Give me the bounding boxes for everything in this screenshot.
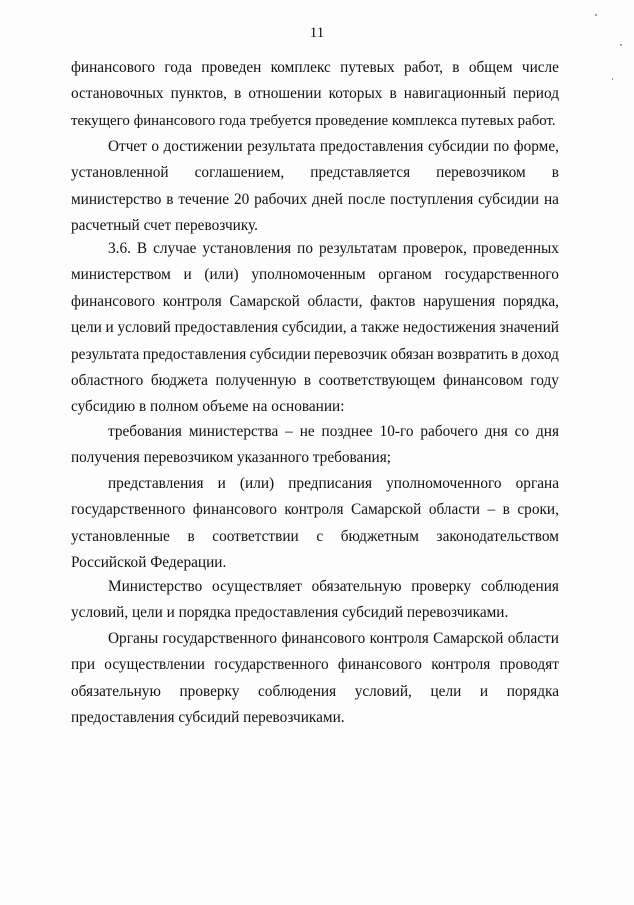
word: области xyxy=(507,630,559,647)
text-line xyxy=(71,55,559,81)
text-line xyxy=(71,471,559,497)
text-line-content xyxy=(71,262,559,288)
word: 20 xyxy=(233,190,250,208)
word: финансового xyxy=(71,59,156,76)
word: – xyxy=(285,423,293,440)
word: представления xyxy=(108,475,204,492)
word: министерство xyxy=(71,190,162,208)
text-line xyxy=(71,160,559,186)
word: в xyxy=(389,85,397,103)
text-line-content xyxy=(71,187,559,213)
paragraph xyxy=(71,236,559,421)
page-number: 11 xyxy=(309,25,325,41)
word: в xyxy=(187,527,195,545)
word: Отчет xyxy=(108,138,147,155)
word: общем xyxy=(468,59,513,76)
text-line-content: получения перевозчиком указанного требования; xyxy=(71,449,392,467)
word: законодательством xyxy=(436,527,559,545)
word: государственного xyxy=(444,266,559,284)
word: проведенных xyxy=(472,240,559,257)
text-line-content xyxy=(108,134,559,160)
word: порядка, xyxy=(502,292,559,310)
word: финансового xyxy=(71,292,156,310)
word: позднее xyxy=(321,423,373,440)
word: и xyxy=(105,319,114,337)
word: доход xyxy=(521,345,559,363)
word: финансовом xyxy=(443,372,523,390)
text-line xyxy=(71,262,559,288)
word: нарушения xyxy=(423,292,496,310)
word: бюджетным xyxy=(340,527,419,545)
word: отношении xyxy=(248,85,322,103)
text-line-content xyxy=(71,497,559,523)
word: контроля xyxy=(284,501,344,519)
word: соглашением, xyxy=(194,164,285,182)
word: финансового xyxy=(281,630,366,647)
word: – xyxy=(487,501,496,519)
text-line-content: субсидию в полном объеме на основании: xyxy=(71,398,345,416)
text-line-content: Российской Федерации. xyxy=(71,554,227,572)
paragraph xyxy=(71,574,559,627)
word: комплекс xyxy=(270,59,331,76)
word: течение xyxy=(178,190,230,208)
word: условий xyxy=(117,319,171,337)
word: дня xyxy=(535,423,559,440)
word: путевых xyxy=(340,59,395,76)
word: случае xyxy=(153,240,197,257)
word: а xyxy=(350,319,358,337)
word: субсидии xyxy=(249,345,311,363)
word: результата xyxy=(71,345,140,363)
text-line-content xyxy=(108,626,559,652)
scan-speck xyxy=(620,44,622,46)
text-line xyxy=(71,419,559,445)
word: осуществляет xyxy=(212,578,302,595)
text-line xyxy=(71,289,559,315)
text-line-content xyxy=(71,652,559,678)
text-line-content xyxy=(71,524,559,550)
word: государственного xyxy=(162,630,277,647)
word: осуществлении xyxy=(104,656,205,674)
text-line xyxy=(71,550,559,576)
word: соответствии xyxy=(212,527,299,545)
text-line xyxy=(71,524,559,550)
scan-speck xyxy=(612,78,613,80)
word: дня xyxy=(484,423,508,440)
word: в xyxy=(166,190,174,208)
word: в xyxy=(303,372,312,390)
word: уполномоченным xyxy=(251,266,366,284)
word: рабочего xyxy=(420,423,478,440)
word: обязательную xyxy=(311,578,402,595)
word: (или) xyxy=(239,475,275,492)
word: которых xyxy=(328,85,383,103)
word: дней xyxy=(312,190,343,208)
word: финансового xyxy=(192,501,277,519)
text-line-content xyxy=(71,679,559,705)
word: остановочных xyxy=(71,85,164,103)
word: установленной xyxy=(71,164,169,182)
word: проверку xyxy=(179,682,240,700)
word: предоставления xyxy=(142,345,247,363)
word: по xyxy=(493,138,510,155)
word: государственного xyxy=(71,501,186,519)
word: проверку xyxy=(411,578,472,595)
word: предписания xyxy=(288,475,372,492)
word: навигационный xyxy=(403,85,507,103)
word: с xyxy=(316,527,324,545)
text-line xyxy=(71,342,559,368)
word: порядка xyxy=(506,682,559,700)
word: министерства xyxy=(188,423,279,440)
text-line-content xyxy=(108,574,559,600)
word: В xyxy=(136,240,148,257)
word: перевозчик xyxy=(314,345,388,363)
word: соблюдения xyxy=(480,578,559,595)
word: в xyxy=(452,59,460,76)
text-line xyxy=(71,600,559,626)
text-line xyxy=(71,108,559,134)
text-line-content: предоставления субсидий перевозчиками. xyxy=(71,709,345,727)
paragraph xyxy=(71,471,559,577)
word: фактов xyxy=(370,292,416,310)
word: по xyxy=(297,240,314,257)
word: цели xyxy=(71,319,102,337)
text-line-content xyxy=(71,342,559,368)
word: сроки, xyxy=(517,501,559,519)
word: поступления xyxy=(390,190,474,208)
word: Самарской xyxy=(229,292,300,310)
word: период xyxy=(513,85,559,103)
word: Органы xyxy=(108,630,159,647)
word: бюджета xyxy=(150,372,208,390)
word: на xyxy=(543,190,559,208)
word: достижении xyxy=(163,138,243,155)
word: в xyxy=(511,345,519,363)
word: министерством xyxy=(71,266,171,284)
word: контроля xyxy=(369,630,429,647)
word: органа xyxy=(515,475,559,492)
word: рабочих xyxy=(254,190,308,208)
word: контроля xyxy=(162,292,222,310)
word: проверок, xyxy=(402,240,467,257)
word: перевозчиком xyxy=(436,164,526,182)
text-line xyxy=(71,574,559,600)
word: полученную xyxy=(215,372,297,390)
text-line-content xyxy=(71,160,559,186)
text-line xyxy=(71,187,559,213)
word: 3.6. xyxy=(108,240,131,257)
text-line xyxy=(71,394,559,420)
text-line-content xyxy=(71,315,559,341)
word: пунктов, xyxy=(170,85,228,103)
word: числе xyxy=(521,59,559,76)
word: финансового xyxy=(337,656,422,674)
text-line-content xyxy=(108,471,559,497)
text-line xyxy=(71,652,559,678)
paragraph xyxy=(71,626,559,732)
word: условий, xyxy=(354,682,412,700)
word: форме, xyxy=(513,138,559,155)
word: областного xyxy=(71,372,144,390)
paragraph xyxy=(71,419,559,472)
word: недостижения xyxy=(402,319,496,337)
word: после xyxy=(347,190,386,208)
word: и xyxy=(479,682,489,700)
text-line-content: расчетный счет перевозчику. xyxy=(71,217,258,235)
text-line xyxy=(71,236,559,262)
word: результата xyxy=(247,138,316,155)
text-line-content xyxy=(71,289,559,315)
text-line xyxy=(71,445,559,471)
paragraph xyxy=(71,134,559,240)
word: требования xyxy=(108,423,182,440)
text-line xyxy=(71,705,559,731)
word: субсидии xyxy=(427,138,489,155)
word: субсидии, xyxy=(281,319,347,337)
word: со xyxy=(514,423,530,440)
word: (или) xyxy=(204,266,239,284)
word: Министерство xyxy=(108,578,203,595)
text-line xyxy=(71,679,559,705)
word: обязательную xyxy=(71,682,161,700)
word: уполномоченного xyxy=(386,475,502,492)
word: также xyxy=(360,319,400,337)
word: субсидии xyxy=(478,190,540,208)
text-line-content xyxy=(71,81,559,107)
text-line-content xyxy=(71,55,559,81)
word: Самарской xyxy=(433,630,504,647)
word: контроля xyxy=(431,656,491,674)
word: области, xyxy=(307,292,363,310)
paragraph xyxy=(71,55,559,134)
word: и xyxy=(183,266,192,284)
word: возвратить xyxy=(437,345,508,363)
word: в xyxy=(551,164,559,182)
word: не xyxy=(299,423,315,440)
word: соответствующем xyxy=(318,372,436,390)
word: при xyxy=(71,656,96,674)
word: предоставления xyxy=(174,319,279,337)
text-line xyxy=(71,368,559,394)
word: и xyxy=(217,475,226,492)
word: государственного xyxy=(214,656,329,674)
word: проведен xyxy=(201,59,262,76)
text-line-content: условий, цели и порядка предоставления субсидий перевозчиками. xyxy=(71,604,509,622)
text-line-content: текущего финансового года требуется проведение комплекса путевых работ. xyxy=(71,112,556,129)
word: установленные xyxy=(71,527,170,545)
scan-speck xyxy=(595,14,597,16)
word: в xyxy=(234,85,242,103)
word: цели xyxy=(430,682,462,700)
word: о xyxy=(151,138,160,155)
word: установления xyxy=(202,240,292,257)
word: предоставления xyxy=(319,138,424,155)
word: проводят xyxy=(499,656,559,674)
word: года xyxy=(164,59,193,76)
text-line-content xyxy=(71,368,559,394)
text-line xyxy=(71,134,559,160)
text-line xyxy=(71,81,559,107)
word: 10-го xyxy=(379,423,414,440)
word: представляется xyxy=(310,164,411,182)
text-line-content xyxy=(108,419,559,445)
word: органом xyxy=(378,266,432,284)
text-line xyxy=(71,497,559,523)
word: значений xyxy=(499,319,559,337)
text-line xyxy=(71,315,559,341)
word: в xyxy=(502,501,510,519)
word: году xyxy=(530,372,559,390)
word: Самарской xyxy=(351,501,422,519)
word: области xyxy=(428,501,480,519)
text-line-content xyxy=(108,236,559,262)
word: работ, xyxy=(403,59,443,76)
word: соблюдения xyxy=(258,682,337,700)
text-line xyxy=(71,626,559,652)
word: обязан xyxy=(390,345,434,363)
word: результатам xyxy=(318,240,397,257)
